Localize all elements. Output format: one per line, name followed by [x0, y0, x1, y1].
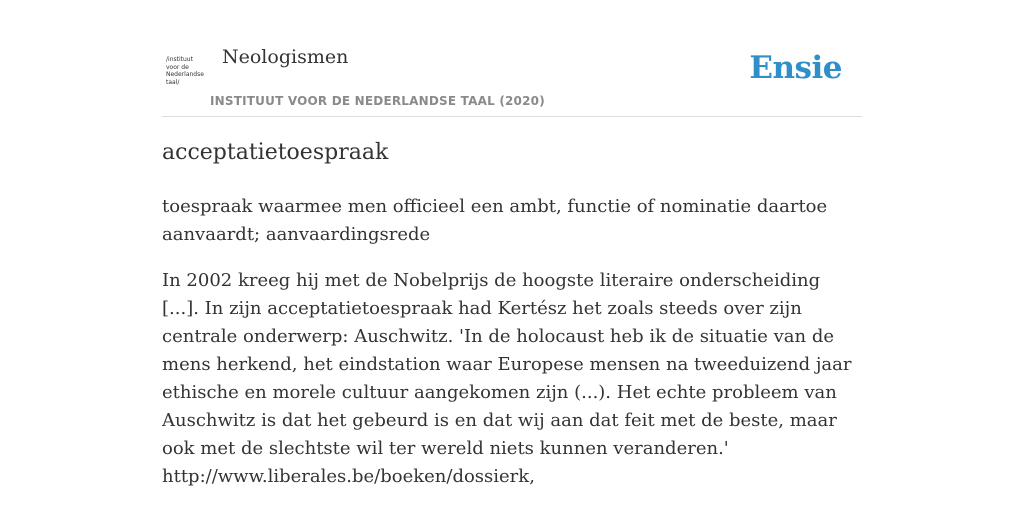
example-quote	[162, 267, 862, 491]
page-container	[162, 0, 862, 487]
source-title[interactable]: Neologismen	[222, 46, 349, 68]
institute-logo[interactable]: /instituut voor de Nederlandse taal/	[166, 56, 204, 86]
headword: acceptatietoespraak	[162, 140, 389, 165]
entry-header	[162, 0, 862, 117]
definition: toespraak waarmee men officieel een ambt, functie of nominatie daartoe aanvaardt; aanvaardingsrede	[162, 196, 828, 245]
source-url: http://www.liberales.be/boeken/dossierk,	[162, 466, 535, 487]
ensie-logo[interactable]: Ensie	[749, 50, 842, 86]
source-subtitle: INSTITUUT VOOR DE NEDERLANDSE TAAL (2020)	[210, 94, 545, 108]
example-text: In 2002 kreeg hij met de Nobelprijs de hoogste literaire onderscheiding [...]. In zijn acceptatietoespraak had Kertész het zoals steeds over zijn centrale onderwerp: Auschwitz. 'In de holocaust heb ik de situatie van de mens herkend, het eindstation waar Europese mensen na tweeduizend jaar ethische en morele cultuur aangekomen zijn (...). Het echte probleem van Auschwitz is dat het gebeurd is en dat wij aan dat feit met de beste, maar ook met de slechtste wil ter wereld niets kunnen veranderen.'	[162, 270, 852, 459]
